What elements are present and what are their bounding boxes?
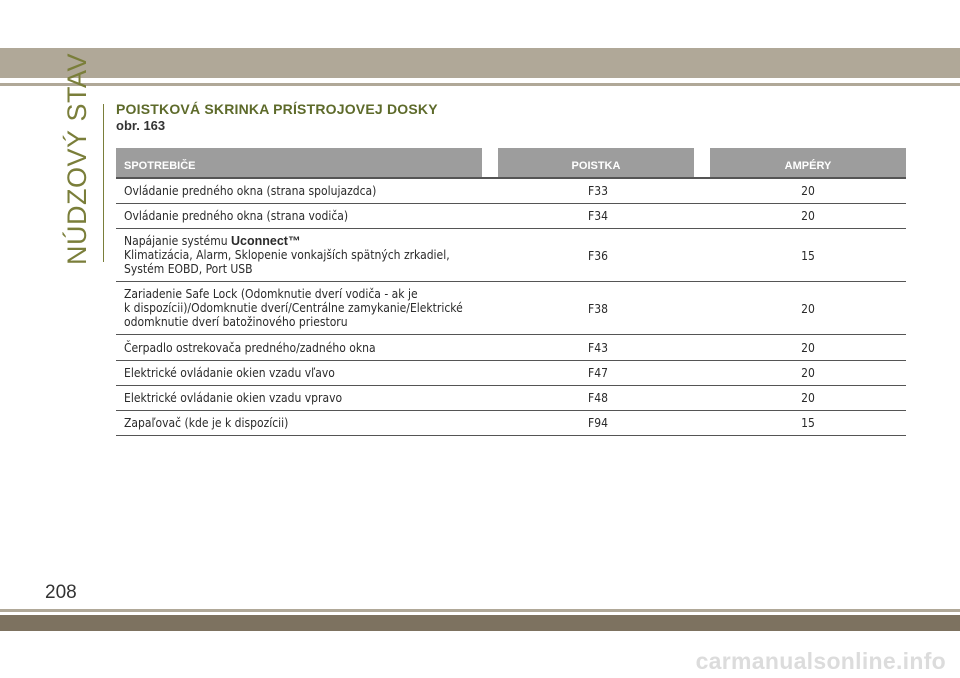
- amps-cell: 20: [801, 366, 815, 380]
- consumer-cell: [124, 416, 494, 430]
- consumer-text: Zariadenie Safe Lock (Odomknutie dverí vodiča - ak je: [124, 287, 418, 301]
- table-row: [116, 204, 906, 229]
- fuse-cell: F34: [588, 209, 608, 223]
- page-heading: POISTKOVÁ SKRINKA PRÍSTROJOVEJ DOSKY: [116, 101, 438, 117]
- consumer-cell: [124, 184, 494, 198]
- column-header-consumers: [116, 148, 482, 178]
- amps-cell: 15: [801, 249, 815, 263]
- consumer-text: Elektrické ovládanie okien vzadu vľavo: [124, 366, 335, 380]
- bottom-decorative-band: [0, 615, 960, 631]
- amps-cell: 20: [801, 184, 815, 198]
- amps-cell: 20: [801, 302, 815, 316]
- top-divider-line: [0, 83, 960, 86]
- column-header-label: SPOTREBIČE: [124, 160, 196, 172]
- brand-name: Uconnect™: [231, 234, 301, 248]
- consumer-text: odomknutie dverí batožinového priestoru: [124, 315, 348, 329]
- column-header-fuse: [498, 148, 694, 178]
- table-row: [116, 229, 906, 282]
- table-row: [116, 361, 906, 386]
- consumer-text: Systém EOBD, Port USB: [124, 262, 253, 276]
- column-header-label: POISTKA: [571, 160, 621, 172]
- column-header-label: AMPÉRY: [784, 160, 832, 172]
- consumer-text: Klimatizácia, Alarm, Sklopenie vonkajších spätných zrkadiel,: [124, 248, 450, 262]
- fuse-cell: F33: [588, 184, 608, 198]
- consumer-cell: [124, 209, 494, 223]
- fuse-cell: F43: [588, 341, 608, 355]
- page-number: 208: [45, 582, 77, 603]
- fuse-cell: F48: [588, 391, 608, 405]
- fuse-cell: F36: [588, 249, 608, 263]
- amps-cell: 20: [801, 391, 815, 405]
- table-row: [116, 411, 906, 436]
- bottom-divider-line: [0, 609, 960, 612]
- consumer-cell: [124, 234, 494, 276]
- consumer-cell: [124, 341, 494, 355]
- fuse-cell: F94: [588, 416, 608, 430]
- fuse-cell: F38: [588, 302, 608, 316]
- table-row: [116, 335, 906, 361]
- consumer-text: Elektrické ovládanie okien vzadu vpravo: [124, 391, 343, 405]
- amps-cell: 20: [801, 341, 815, 355]
- consumer-text: Ovládanie predného okna (strana spolujazdca): [124, 184, 377, 198]
- consumer-cell: [124, 287, 494, 329]
- consumer-text: Napájanie systému: [124, 234, 231, 248]
- consumer-text: Čerpadlo ostrekovača predného/zadného okna: [124, 341, 376, 355]
- figure-reference: obr. 163: [116, 118, 166, 133]
- table-row: [116, 282, 906, 335]
- consumer-cell: [124, 391, 494, 405]
- consumer-text: k dispozícii)/Odomknutie dverí/Centrálne zamykanie/Elektrické: [124, 301, 463, 315]
- consumer-cell: [124, 366, 494, 380]
- side-title-rule: [103, 104, 104, 262]
- amps-cell: 15: [801, 416, 815, 430]
- fuse-cell: F47: [588, 366, 608, 380]
- consumer-text: Zapaľovač (kde je k dispozícii): [124, 416, 289, 430]
- table-row: [116, 179, 906, 204]
- column-header-amperes: [710, 148, 906, 178]
- top-decorative-band: [0, 48, 960, 78]
- fuse-table-body: [116, 177, 906, 436]
- watermark-text: carmanualsonline.info: [695, 648, 946, 674]
- consumer-text: Ovládanie predného okna (strana vodiča): [124, 209, 349, 223]
- section-side-title: NÚDZOVÝ STAV: [62, 52, 92, 265]
- amps-cell: 20: [801, 209, 815, 223]
- table-row: [116, 386, 906, 411]
